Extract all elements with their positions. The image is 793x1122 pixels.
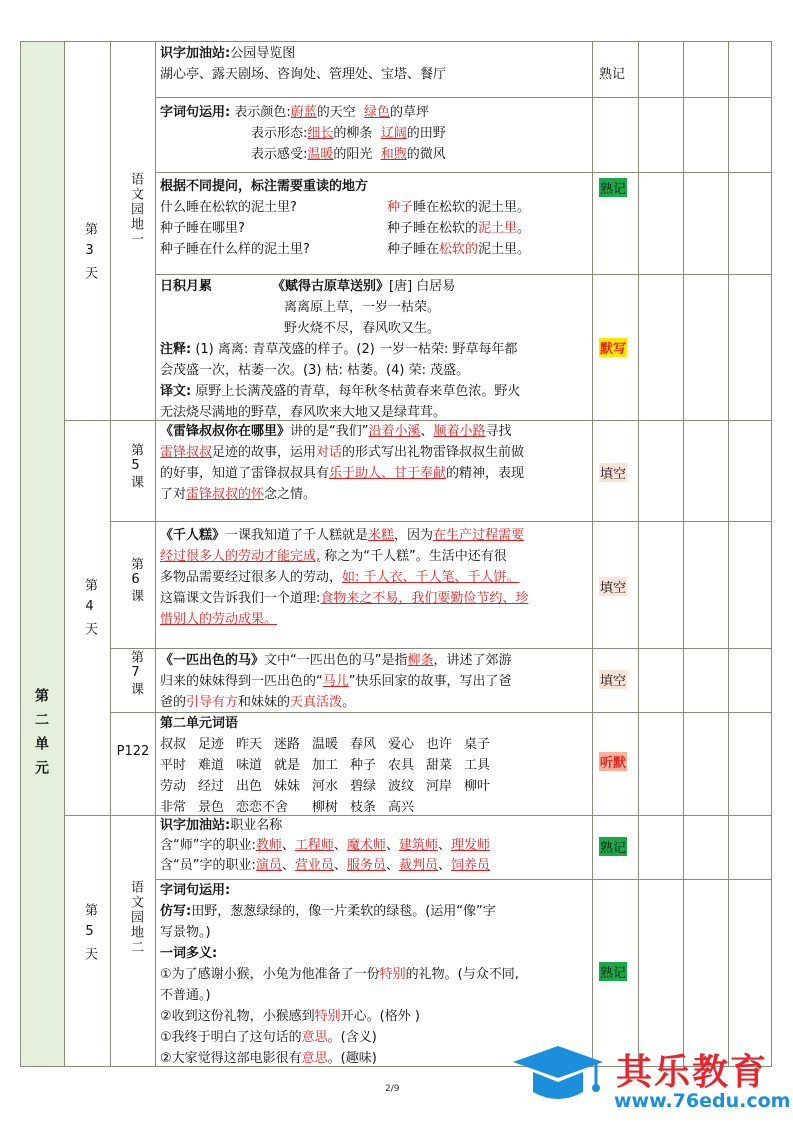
vocab-word: 柳叶: [464, 779, 491, 794]
row-8-tag: 听默: [599, 752, 627, 771]
row-5-tag: 填空: [599, 463, 627, 482]
vocab-word: 柳树: [312, 800, 339, 815]
separator: 、: [385, 838, 399, 853]
vocab-word: 平时: [160, 758, 187, 773]
vocab-word: 就是: [274, 758, 301, 773]
unit-column: [20, 41, 64, 1066]
row-5-content: 《雷锋叔叔你在哪里》讲的是“我们”沿着小溪、顺着小路寻找 雷锋叔叔足迹的故事，运用对话的形式写出礼物雷锋叔叔生前做 的好事，知道了雷锋叔叔具有乐于助人、甘于奉献的精神，表现 了对雷锋叔叔的怀念之情。: [160, 424, 525, 502]
day-5-label: 第5天: [82, 903, 97, 968]
word-row: [160, 755, 590, 776]
profession-word: 裁判员: [398, 858, 438, 873]
row-8-content: 第二单元词语 叔叔 足迹 昨天 迷路 温暖 春风 爱心 也许 桌子 平时 难道 味道 就是 加工 种子 农具 甜菜 工具 劳动 经过 出色 妹妹 河水 碧绿 波纹 河岸 柳叶 非常 景色 恋恋不舍 柳树 枝条 高兴: [160, 713, 590, 818]
vocab-word: 难道: [198, 758, 225, 773]
brand-url: www.76edu.com: [614, 1090, 791, 1112]
row-9-content: 识字加油站:职业名称 含“师”字的职业:教师、工程师、魔术师、建筑师、理发师 含“员”字的职业:演员、营业员、服务员、裁判员、饲养员: [160, 818, 490, 873]
vocab-word: 景色: [198, 800, 225, 815]
vocab-word: 甜菜: [426, 758, 453, 773]
row-7-tag: 填空: [599, 670, 627, 689]
row-6-content: 《千人糕》一课我知道了千人糕就是米糕，因为在生产过程需要 经过很多人的劳动才能完成, 称之为“千人糕”。生活中还有很 多物品需要经过很多人的劳动，如: 千人衣、千人笔、千人饼。 这篇课文告诉我们一个道理:食物来之不易，我们要勤俭节约、珍 惜别人的劳动成果。: [160, 528, 529, 627]
profession-word: 饲养员: [450, 858, 490, 873]
vocab-word: 经过: [198, 779, 225, 794]
lesson-7: 第7课: [128, 650, 143, 697]
vocab-word: 波纹: [388, 779, 415, 794]
vocab-word: 味道: [236, 758, 263, 773]
day-4-label: 第4天: [82, 578, 97, 643]
page-number: 2/9: [385, 1084, 400, 1094]
unit-label: 第二单元: [33, 688, 49, 784]
vocab-word: 桌子: [464, 737, 491, 752]
graduation-cap-icon: [508, 1040, 608, 1118]
separator: 、: [281, 858, 295, 873]
word-row: [160, 797, 590, 818]
vocab-word: 足迹: [198, 737, 225, 752]
separator: 、: [333, 858, 347, 873]
profession-word: 教师: [255, 838, 282, 853]
row-4-content: 日积月累 《赋得古原草送别》[唐] 白居易 离离原上草，一岁一枯荣。 野火烧不尽，春风吹又生。 注释: (1) 离离: 青草茂盛的样子。(2) 一岁一枯荣: 野草每年都 会茂盛一次，枯萎一次。(3) 枯: 枯萎。(4) 荣: 茂盛。 译文: 原野上长满茂盛的青草，每年秋冬枯黄春来草色浓。野火 无法烧尽满地的野草，春风吹来大地又是绿茸茸。: [160, 279, 521, 420]
row-1-content: 识字加油站:公园导览图 湖心亭、露天剧场、咨询处、管理处、宝塔、餐厅: [160, 46, 447, 82]
vocab-word: 迷路: [274, 737, 301, 752]
vocab-word: 叔叔: [160, 737, 187, 752]
row-1-tag: 熟记: [599, 67, 626, 82]
row-2-content: 字词句运用: 表示颜色:蔚蓝的天空 绿色的草坪 表示形态:细长的柳条 辽阔的田野 表示感受:温暖的阳光 和煦的微风: [160, 105, 446, 162]
vocab-word: 非常: [160, 800, 187, 815]
lesson-5: 第5课: [128, 443, 143, 490]
profession-word: 魔术师: [346, 838, 386, 853]
vocab-word: 河岸: [426, 779, 453, 794]
vocab-word: 昨天: [236, 737, 263, 752]
row-9-tag: 熟记: [599, 837, 627, 856]
vocab-word: 碧绿: [350, 779, 377, 794]
profession-word: 工程师: [294, 838, 334, 853]
word-row: [160, 776, 590, 797]
vocab-word: 爱心: [388, 737, 415, 752]
lesson-yuwen-1: 语文园地一: [128, 172, 143, 247]
profession-word: 营业员: [294, 858, 334, 873]
row-6-tag: 填空: [599, 577, 627, 596]
vocab-word: 农具: [388, 758, 415, 773]
profession-word: 理发师: [450, 838, 490, 853]
row-3-tag: 熟记: [599, 178, 627, 197]
separator: 、: [281, 838, 295, 853]
vocab-word: 河水: [312, 779, 339, 794]
vocab-word: 温暖: [312, 737, 339, 752]
vocab-word: 高兴: [388, 800, 415, 815]
vocab-word: 劳动: [160, 779, 187, 794]
profession-word: 服务员: [346, 858, 386, 873]
row-7-content: 《一匹出色的马》文中“一匹出色的马”是指柳条，讲述了郊游 归来的妹妹得到一匹出色的“马儿”快乐回家的故事，写出了爸 爸的引导有方和妹妹的天真活泼。: [160, 653, 512, 710]
vocab-word: 加工: [312, 758, 339, 773]
vocab-word: 工具: [464, 758, 491, 773]
separator: 、: [437, 858, 451, 873]
word-row: [160, 734, 590, 755]
profession-word: 建筑师: [398, 838, 438, 853]
day-3-label: 第3天: [82, 222, 97, 287]
brand-logo: [508, 1040, 791, 1120]
lesson-p122: P122: [116, 744, 150, 759]
separator: 、: [333, 838, 347, 853]
brand-name: 其乐教育: [616, 1052, 769, 1093]
lesson-yuwen-2: 语文园地二: [128, 880, 143, 955]
row-10-tag: 熟记: [599, 962, 627, 981]
profession-word: 演员: [255, 858, 282, 873]
word-grid: [160, 734, 590, 818]
vocab-word: 恋恋不舍: [236, 800, 289, 815]
separator: 、: [385, 858, 399, 873]
vocab-word: 也许: [426, 737, 453, 752]
row-3-content: 根据不同提问，标注需要重读的地方 什么睡在松软的泥土里? 种子睡在松软的泥土里。 种子睡在哪里? 种子睡在松软的泥土里。 种子睡在什么样的泥土里? 种子睡在松软的泥土里。: [160, 179, 531, 257]
separator: 、: [437, 838, 451, 853]
vocab-word: 妹妹: [274, 779, 301, 794]
lesson-6: 第6课: [128, 557, 143, 604]
vocab-word: 枝条: [350, 800, 377, 815]
vocab-word: 出色: [236, 779, 263, 794]
vocab-word: 春风: [350, 737, 377, 752]
row-10-content: 字词句运用: 仿写:田野，葱葱绿绿的，像一片柔软的绿毯。(运用“像”字 写景物。) 一词多义: ①为了感谢小猴，小兔为他准备了一份特别的礼物。(与众不同, 不普通。) ②收到这份礼物，小猴感到特别开心。(格外 ) ①我终于明白了这句话的意思。(含义) ②大家觉得这部电影很有意思。(趣味): [160, 883, 519, 1066]
vocab-word: 种子: [350, 758, 377, 773]
row-4-tag: 默写: [599, 338, 627, 357]
